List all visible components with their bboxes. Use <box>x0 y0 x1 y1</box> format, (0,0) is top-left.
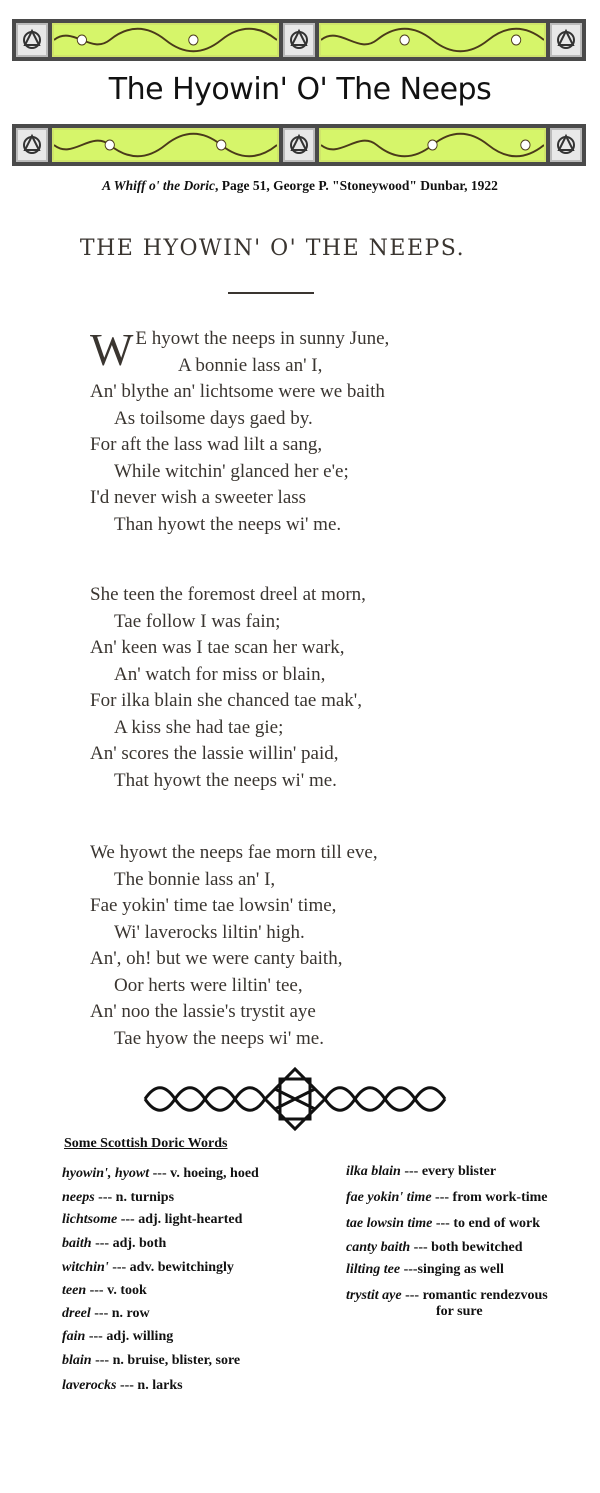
title-rule <box>228 292 314 294</box>
poem-line: I'd never wish a sweeter lass <box>90 487 307 508</box>
source-details: , Page 51, George P. "Stoneywood" Dunbar, 1922 <box>214 178 498 193</box>
stanza-1 <box>90 326 510 538</box>
poem-line: An' watch for miss or blain, <box>114 663 326 685</box>
vine-ornament <box>52 23 279 57</box>
poem-line: She teen the foremost dreel at morn, <box>90 584 366 605</box>
poem-line: An', oh! but we were canty baith, <box>90 948 343 969</box>
stanza-3 <box>90 840 510 1052</box>
glossary-continuation: for sure <box>436 1304 483 1319</box>
glossary-entry: baith --- adj. both <box>62 1236 167 1251</box>
glossary-heading: Some Scottish Doric Words <box>64 1136 228 1151</box>
glossary-entry: tae lowsin time --- to end of work <box>346 1216 541 1231</box>
stanza-2 <box>90 582 510 794</box>
celtic-knot-icon <box>16 23 48 57</box>
glossary-entry: lichtsome --- adj. light-hearted <box>62 1212 243 1227</box>
poem-line: Fae yokin' time tae lowsin' time, <box>90 895 337 916</box>
glossary-entry: witchin' --- adv. bewitchingly <box>62 1260 234 1275</box>
poem-line: For ilka blain she chanced tae mak', <box>90 690 362 711</box>
poem-line: A kiss she had tae gie; <box>114 716 284 738</box>
glossary-entry: hyowin', hyowt --- v. hoeing, hoed <box>62 1166 259 1181</box>
poem-line: Wi' laverocks liltin' high. <box>114 921 305 943</box>
poem-line: A bonnie lass an' I, <box>178 354 323 376</box>
poem-line: For aft the lass wad lilt a sang, <box>90 434 323 455</box>
poem-line: Than hyowt the neeps wi' me. <box>114 513 342 535</box>
celtic-knot-icon <box>550 23 582 57</box>
poem-line: Tae hyow the neeps wi' me. <box>114 1027 324 1049</box>
glossary-entry: canty baith --- both bewitched <box>346 1240 523 1255</box>
book-title: A Whiff o' the Doric <box>102 178 215 193</box>
poem-line: Tae follow I was fain; <box>114 610 281 632</box>
vine-ornament <box>52 128 279 162</box>
glossary-entry: blain --- n. bruise, blister, sore <box>62 1353 241 1368</box>
celtic-knot-icon <box>283 128 315 162</box>
glossary-entry: trystit aye --- romantic rendezvous for sure <box>346 1288 548 1319</box>
glossary-entry: ilka blain --- every blister <box>346 1164 497 1179</box>
bottom-decorative-banner <box>12 124 586 166</box>
poem-line: The bonnie lass an' I, <box>114 868 276 890</box>
poem-line: An' noo the lassie's trystit aye <box>90 1001 316 1022</box>
poem-line: An' keen was I tae scan her wark, <box>90 637 345 658</box>
celtic-knot-icon <box>16 128 48 162</box>
drop-cap: W <box>90 324 134 375</box>
poem-title: THE HYOWIN' O' THE NEEPS. <box>79 236 466 261</box>
source-citation <box>0 178 600 194</box>
glossary-entry: teen --- v. took <box>62 1283 147 1298</box>
glossary-entry: fae yokin' time --- from work-time <box>346 1190 548 1205</box>
poem-line: An' scores the lassie willin' paid, <box>90 743 339 764</box>
celtic-knot-icon <box>550 128 582 162</box>
poem-line: That hyowt the neeps wi' me. <box>114 769 337 791</box>
vine-ornament <box>319 23 546 57</box>
poem-line: An' blythe an' lichtsome were we baith <box>90 381 385 402</box>
glossary-entry: fain --- adj. willing <box>62 1329 174 1344</box>
poem-line: While witchin' glanced her e'e; <box>114 460 349 482</box>
vine-ornament <box>319 128 546 162</box>
glossary-entry: neeps --- n. turnips <box>62 1190 175 1205</box>
poem-line: W E hyowt the neeps in sunny June, <box>90 324 390 375</box>
celtic-knot-divider-icon <box>140 1064 450 1134</box>
poem-line: Oor herts were liltin' tee, <box>114 974 303 996</box>
celtic-knot-icon <box>283 23 315 57</box>
top-decorative-banner <box>12 19 586 61</box>
poem-line: As toilsome days gaed by. <box>114 407 313 429</box>
glossary-entry: laverocks --- n. larks <box>62 1378 183 1393</box>
page-title: The Hyowin' O' The Neeps <box>108 72 492 107</box>
poem-line: We hyowt the neeps fae morn till eve, <box>90 842 378 863</box>
glossary-entry: dreel --- n. row <box>62 1306 150 1321</box>
glossary-entry: lilting tee ---singing as well <box>346 1262 504 1277</box>
